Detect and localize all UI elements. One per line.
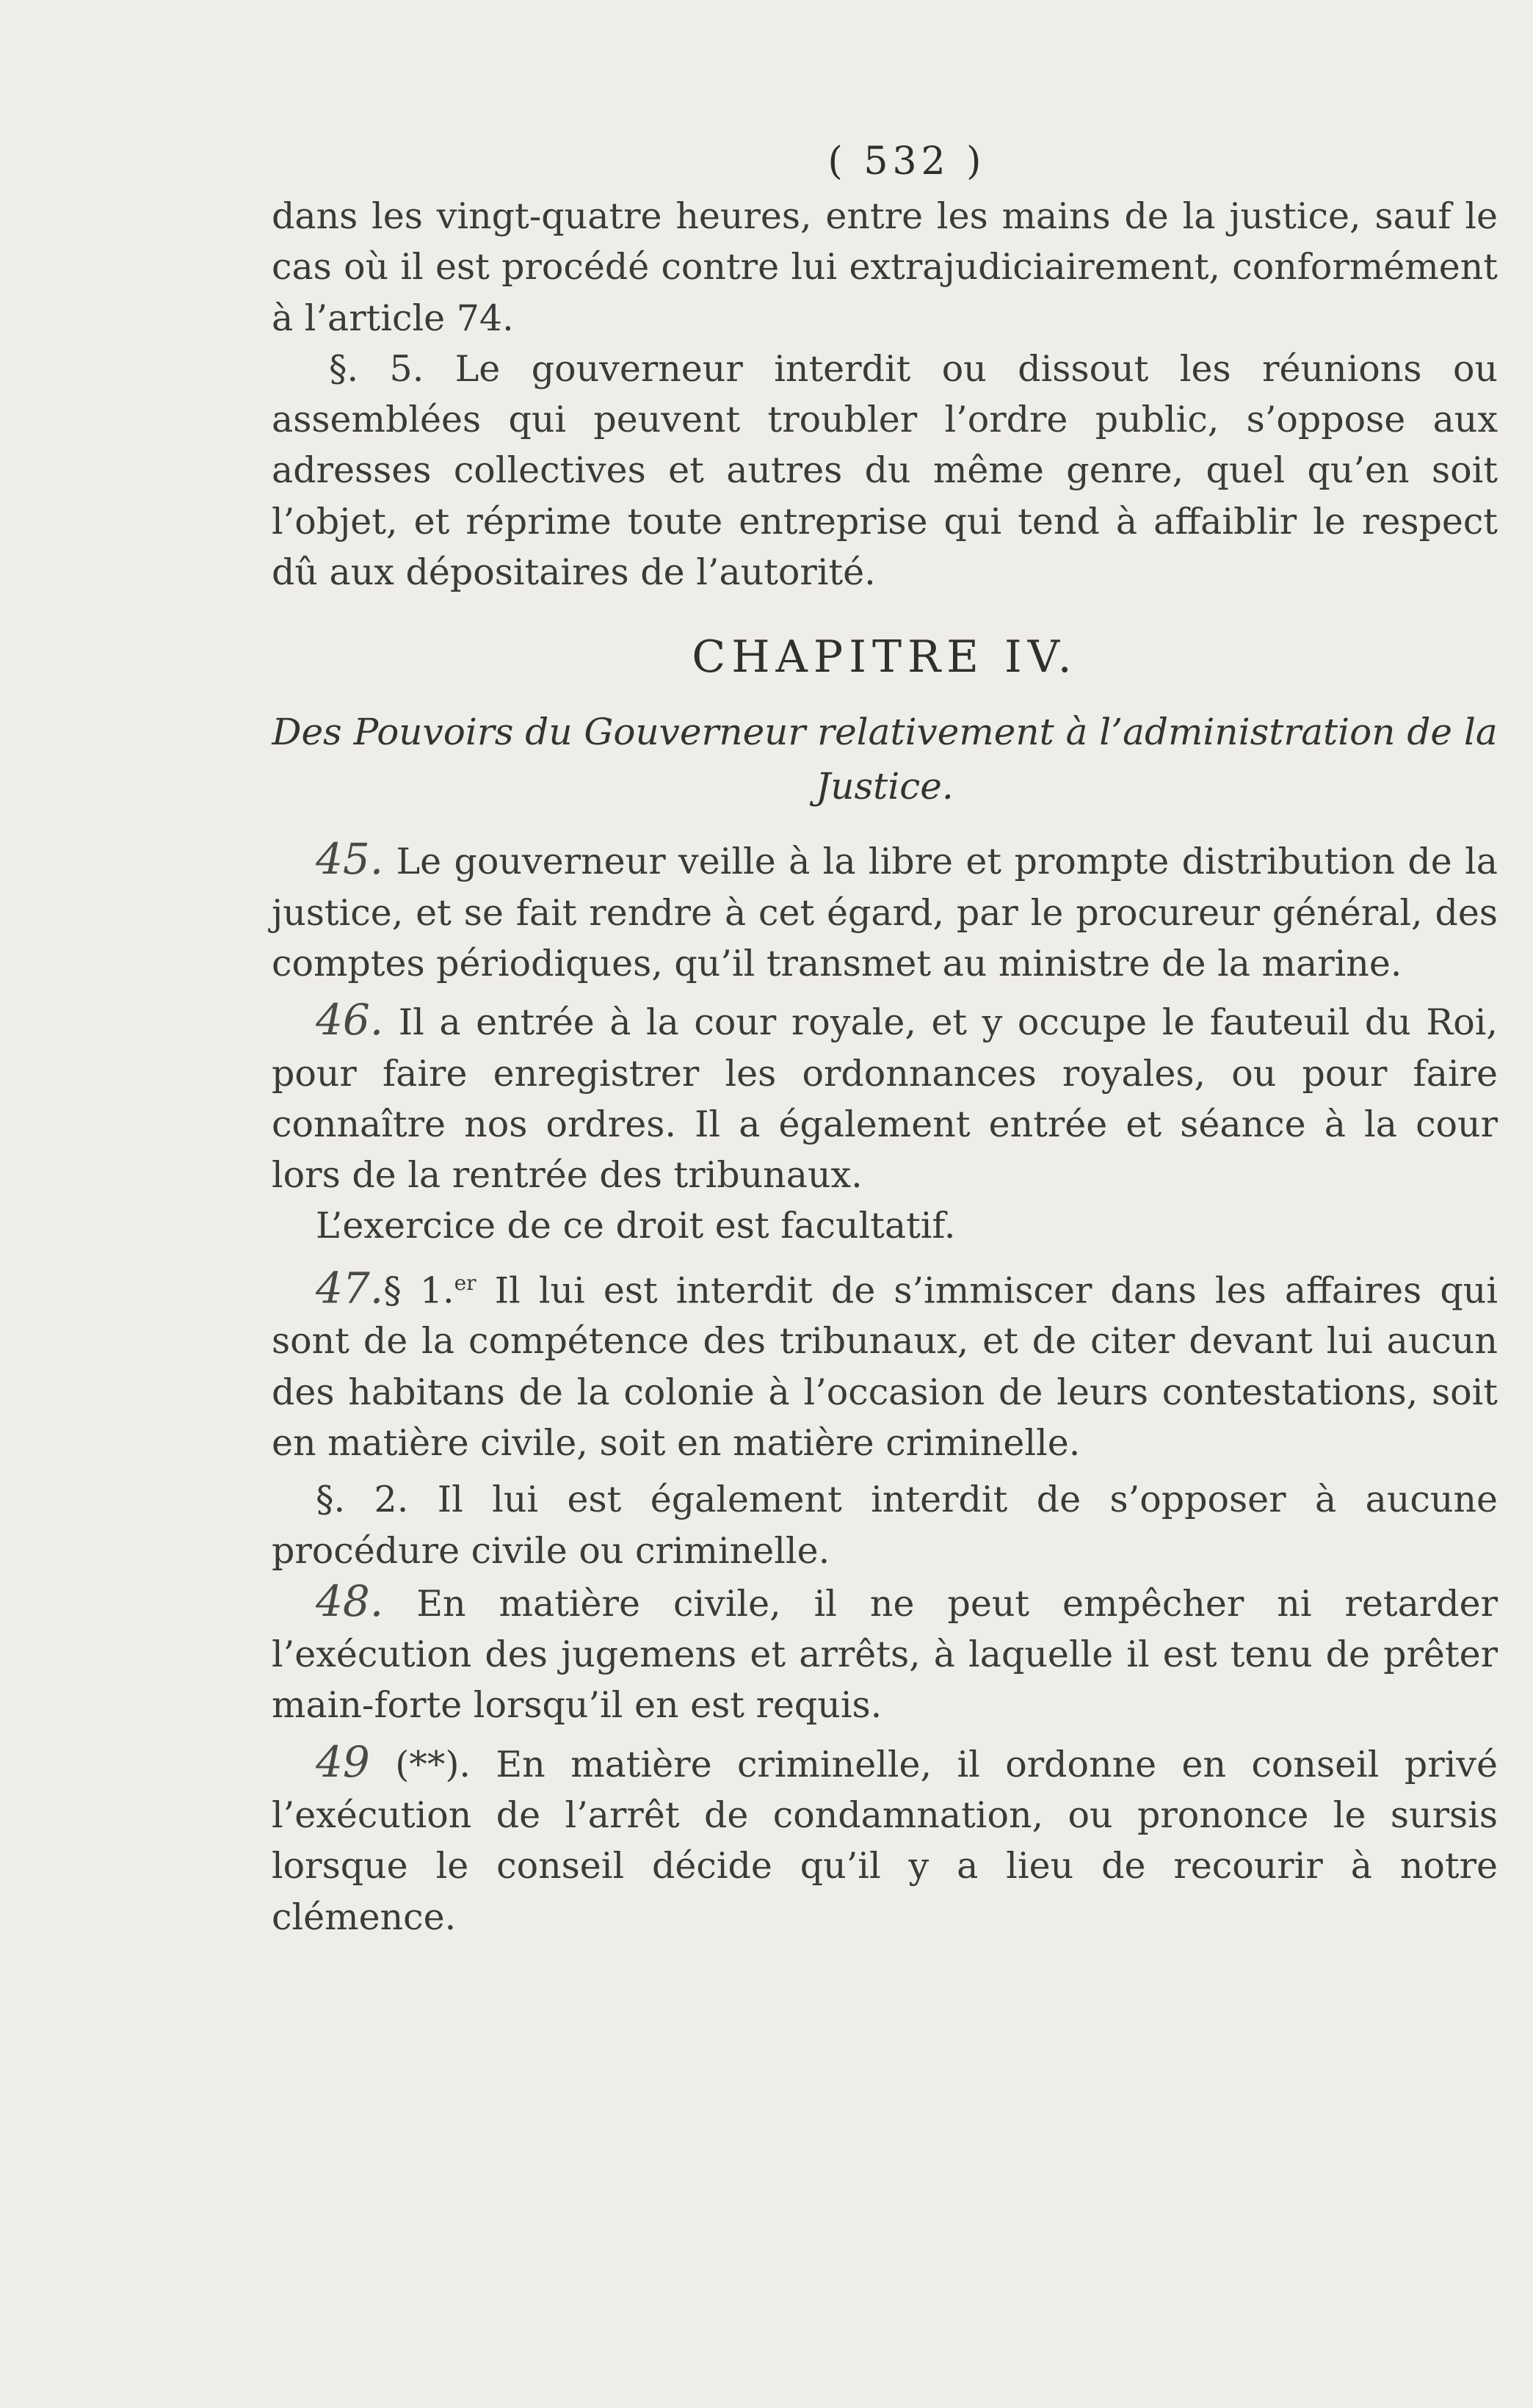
article-text: Il a entrée à la cour royale, et y occupe le fauteuil du Roi, pour faire enregistrer les ordonnances royales, ou pour faire connaître nos ordres. Il a également entrée et séance à la cour lors de la rentrée des tribunaux. bbox=[272, 1001, 1498, 1197]
article-49 bbox=[272, 1737, 1498, 1943]
article-number: 47. bbox=[316, 1263, 384, 1313]
article-46 bbox=[272, 995, 1498, 1200]
chapter-title: CHAPITRE IV. bbox=[692, 631, 1078, 683]
article-47-section-2: §. 2. Il lui est également interdit de s’opposer à aucune procédure civile ou criminelle. bbox=[272, 1479, 1498, 1572]
article-text: En matière criminelle, il ordonne en conseil privé l’exécution de l’arrêt de condamnation, ou prononce le sursis lorsque le conseil décide qu’il y a lieu de recourir à notre clémence. bbox=[272, 1743, 1498, 1938]
article-text: En matière civile, il ne peut empêcher ni retarder l’exécution des jugemens et arrêts, à laquelle il est tenu de prêter main-forte lorsqu’il en est requis. bbox=[272, 1582, 1498, 1727]
article-number: 49 bbox=[316, 1736, 370, 1787]
article-47 bbox=[272, 1258, 1498, 1469]
article-46-continuation: L’exercice de ce droit est facultatif. bbox=[316, 1205, 956, 1247]
page-number: ( 532 ) bbox=[827, 139, 986, 184]
article-text: Le gouverneur veille à la libre et prompte distribution de la justice, et se fait rendre à cet égard, par le procureur général, des comptes périodiques, qu’il transmet au ministre de la marine. bbox=[272, 841, 1498, 984]
chapter-subtitle: Des Pouvoirs du Gouverneur relativement à l’administration de la Justice. bbox=[272, 711, 1498, 808]
paragraph-continuation: dans les vingt-quatre heures, entre les mains de la justice, sauf le cas où il est procédé contre lui extrajudiciairement, conformément à l’article 74. bbox=[272, 195, 1498, 339]
ordinal-superscript: er bbox=[454, 1270, 476, 1295]
article-number: 48. bbox=[316, 1575, 384, 1626]
article-48 bbox=[272, 1576, 1498, 1731]
article-45 bbox=[272, 834, 1498, 989]
paragraph-section-5: §. 5. Le gouverneur interdit ou dissout les réunions ou assemblées qui peuvent troubler l’ordre public, s’oppose aux adresses collectives et autres du même genre, quel qu’en soit l’objet, et réprime toute entreprise qui tend à affaiblir le respect dû aux dépositaires de l’autorité. bbox=[272, 347, 1498, 594]
article-text: Il lui est interdit de s’immiscer dans les affaires qui sont de la compétence des tribunaux, et de citer devant lui aucun des habitans de la colonie à l’occasion de leurs contestations, soit en matière civile, soit en matière criminelle. bbox=[272, 1269, 1498, 1464]
section-marker: § 1. bbox=[383, 1269, 454, 1312]
article-number: 45. bbox=[316, 834, 384, 885]
text-column bbox=[272, 132, 1498, 1943]
footnote-marker: (**). bbox=[395, 1743, 471, 1785]
article-number: 46. bbox=[316, 995, 384, 1045]
